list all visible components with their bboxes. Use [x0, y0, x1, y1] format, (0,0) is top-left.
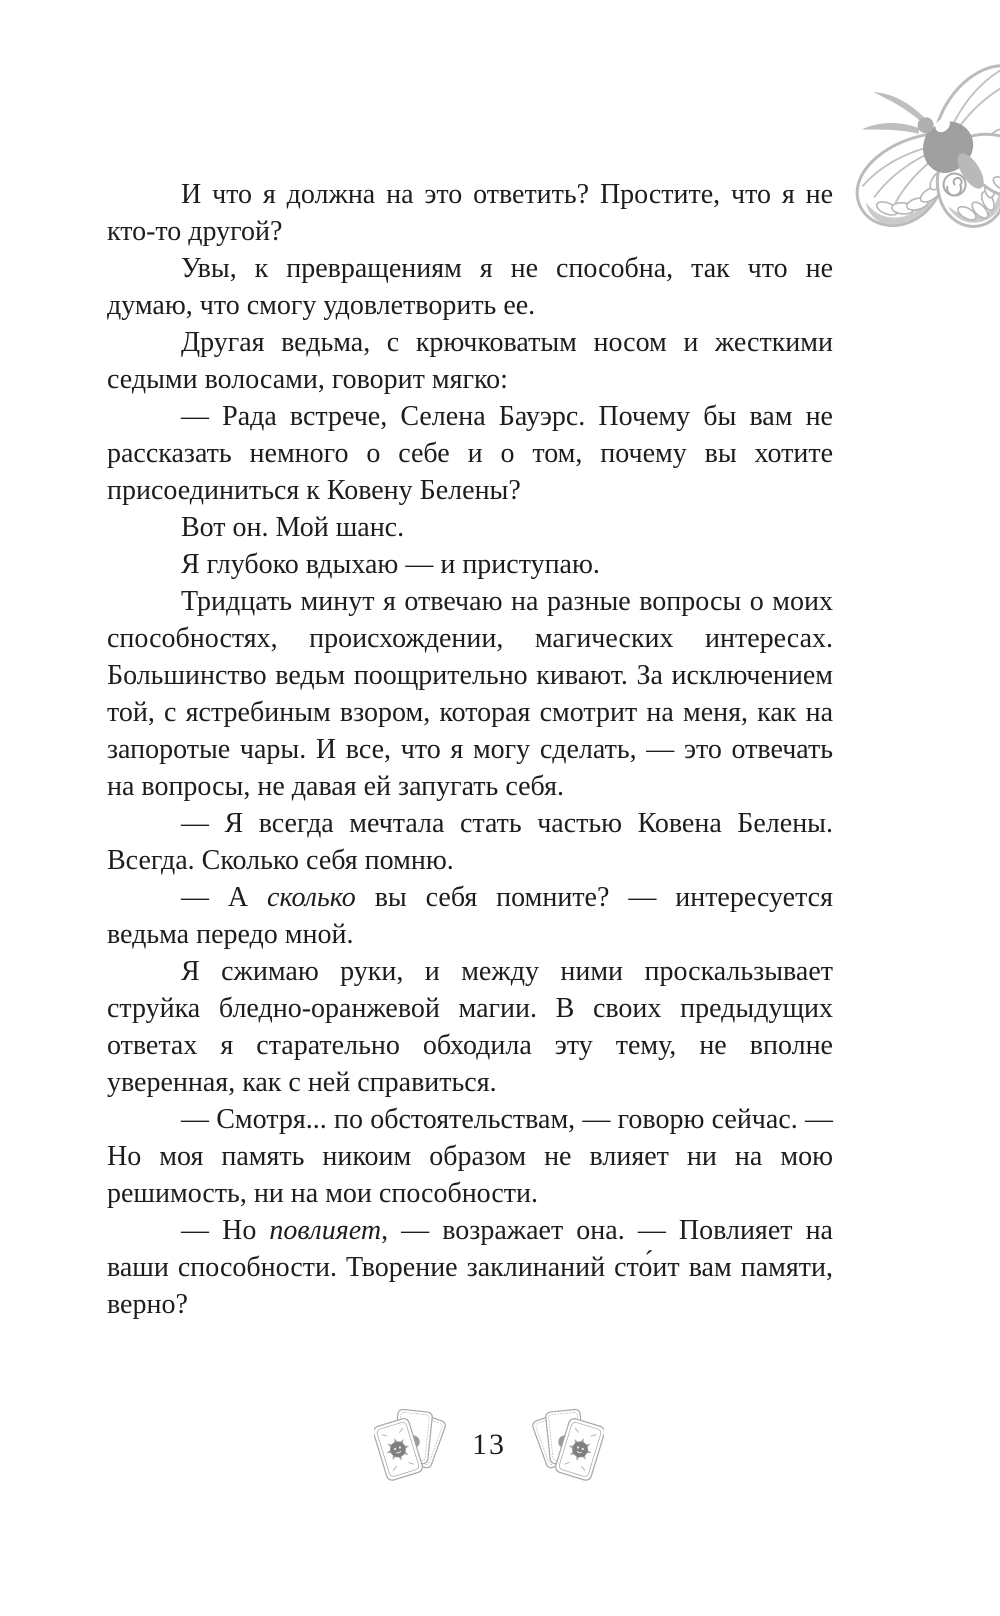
paragraph: И что я должна на это ответить? Простите, что я не кто-то другой? [107, 179, 833, 247]
paragraph: — Рада встрече, Селена Бауэрс. Почему бы вам не рассказать немного о себе и о том, почему вы хотите присоединиться к Ковену Белены? [107, 401, 833, 506]
paragraph-text: — Но [181, 1215, 270, 1246]
italicized-word: сколько [267, 882, 356, 913]
paragraph [107, 879, 833, 953]
paragraph [107, 1212, 833, 1323]
paragraph-text: вы себя помните? — интересуется ведьма передо мной. [107, 882, 833, 950]
body-text [107, 176, 833, 1323]
paragraph: Другая ведьма, с крючковатым носом и жесткими седыми волосами, говорит мягко: [107, 327, 833, 395]
paragraph: — Смотря... по обстоятельствам, — говорю сейчас. — Но моя память никоим образом не влияет ни на мою решимость, ни на мои способности. [107, 1104, 833, 1209]
paragraph: Вот он. Мой шанс. [181, 512, 405, 543]
paragraph: Увы, к превращениям я не способна, так что не думаю, что смогу удовлетворить ее. [107, 253, 833, 321]
tarot-cards-icon [374, 1408, 448, 1492]
paragraph: Я сжимаю руки, и между ними проскальзывает струйка бледно-оранжевой магии. В своих предыдущих ответах я старательно обходила эту тему, не вполне уверенная, как с ней справиться. [107, 956, 833, 1098]
page-number: 13 [472, 1428, 506, 1461]
moth-icon [845, 48, 1000, 298]
italicized-word: повлияет [269, 1215, 382, 1246]
paragraph-text: , — возражает она. — Повлияет на ваши способности. Творение заклинаний сто́ит вам памяти, верно? [107, 1215, 833, 1320]
paragraph: Я глубоко вдыхаю — и приступаю. [181, 549, 600, 580]
paragraph: — Я всегда мечтала стать частью Ковена Белены. Всегда. Сколько себя помню. [107, 808, 833, 876]
page-footer [0, 1408, 989, 1492]
paragraph-text: — А [181, 882, 268, 913]
tarot-cards-icon [530, 1408, 604, 1492]
paragraph: Тридцать минут я отвечаю на разные вопросы о моих способностях, происхождении, магических интересах. Большинство ведьм поощрительно кивают. За исключением той, с ястребиным взором, которая смотрит на меня, как на запоротые чары. И все, что я могу сделать, — это отвечать на вопросы, не давая ей запугать себя. [107, 586, 833, 802]
